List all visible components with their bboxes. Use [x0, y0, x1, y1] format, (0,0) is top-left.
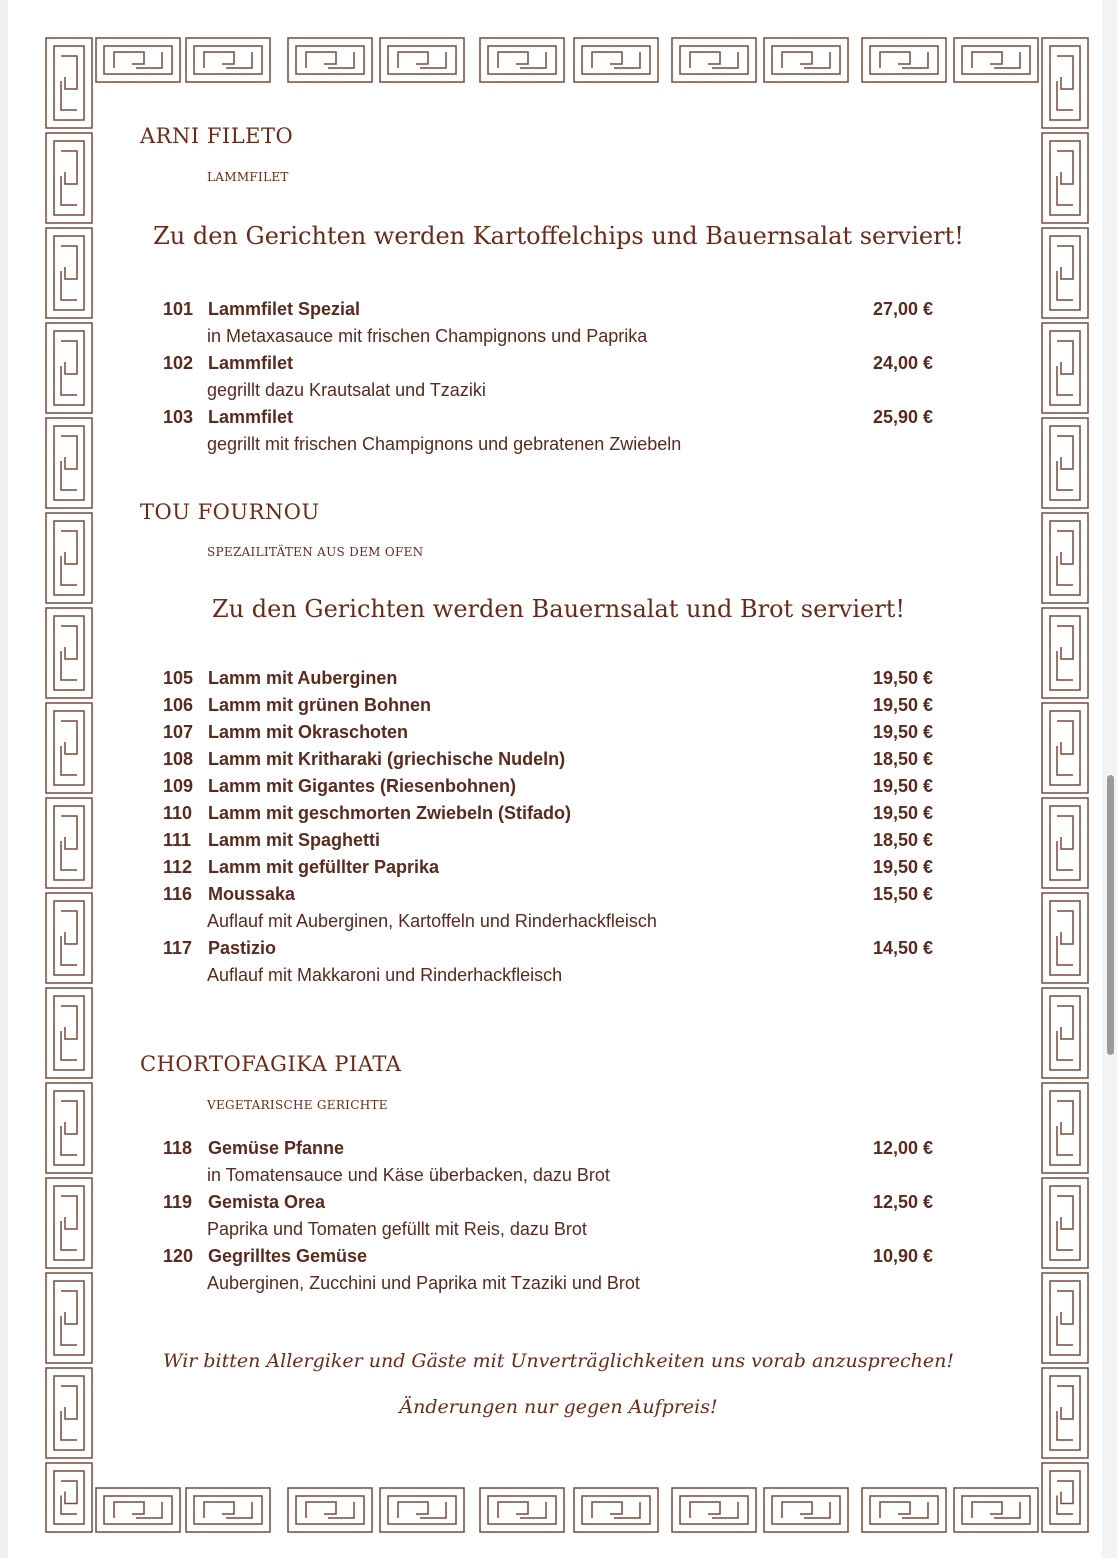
menu-item: [163, 1138, 943, 1164]
item-name: Lammfilet: [208, 407, 294, 427]
menu-item: [163, 1192, 943, 1218]
item-name: Lammfilet: [208, 353, 294, 373]
menu-item: [163, 695, 943, 721]
section-note-arni: Zu den Gerichten werden Kartoffelchips und Bauernsalat serviert!: [153, 222, 964, 250]
menu-item: [163, 353, 943, 379]
item-price: 19,50 €: [872, 695, 933, 715]
item-price: 15,50 €: [872, 884, 933, 904]
item-number: 120: [163, 1246, 194, 1266]
item-number: 105: [163, 668, 194, 688]
item-number: 102: [163, 353, 194, 373]
menu-item: [163, 1246, 943, 1272]
item-price: 19,50 €: [872, 776, 933, 796]
section-subtitle-chorto: VEGETARISCHE GERICHTE: [207, 1098, 388, 1112]
item-name: Gemüse Pfanne: [208, 1138, 345, 1158]
item-name: Lamm mit Auberginen: [208, 668, 398, 688]
item-number: 103: [163, 407, 194, 427]
menu-item: [163, 722, 943, 748]
item-number: 119: [163, 1192, 193, 1212]
item-name: Lamm mit gefüllter Paprika: [208, 857, 440, 877]
item-number: 106: [163, 695, 194, 715]
menu-item: [163, 668, 943, 694]
menu-item: [163, 857, 943, 883]
menu-item: [163, 803, 943, 829]
item-number: 108: [163, 749, 194, 769]
item-price: 10,90 €: [872, 1246, 933, 1266]
item-name: Lammfilet Spezial: [208, 299, 361, 319]
item-price: 12,00 €: [872, 1138, 933, 1158]
item-price: 12,50 €: [872, 1192, 933, 1212]
menu-item: [163, 830, 943, 856]
section-title-arni: ARNI FILETO: [140, 124, 294, 148]
item-number: 117: [163, 938, 193, 958]
item-description: in Metaxasauce mit frischen Champignons und Paprika: [207, 326, 648, 346]
menu-item: [163, 407, 943, 433]
item-name: Moussaka: [208, 884, 296, 904]
allergy-notice: Wir bitten Allergiker und Gäste mit Unverträglichkeiten uns vorab anzusprechen!: [163, 1350, 954, 1372]
item-description: in Tomatensauce und Käse überbacken, dazu Brot: [207, 1165, 610, 1185]
item-number: 110: [163, 803, 193, 823]
item-name: Lamm mit Gigantes (Riesenbohnen): [208, 776, 517, 796]
menu-item: [163, 884, 943, 910]
item-number: 101: [163, 299, 194, 319]
item-number: 109: [163, 776, 194, 796]
item-number: 107: [163, 722, 194, 742]
item-description: Auberginen, Zucchini und Paprika mit Tzaziki und Brot: [207, 1273, 640, 1293]
menu-item: [163, 938, 943, 964]
item-number: 111: [163, 830, 192, 850]
item-description: Auflauf mit Auberginen, Kartoffeln und Rinderhackfleisch: [207, 911, 657, 931]
item-description: gegrillt mit frischen Champignons und gebratenen Zwiebeln: [207, 434, 682, 454]
menu-item: [163, 749, 943, 775]
section-note-tou: Zu den Gerichten werden Bauernsalat und Brot serviert!: [212, 595, 905, 623]
menu-item: [163, 299, 943, 325]
item-price: 19,50 €: [872, 722, 933, 742]
section-title-chorto: CHORTOFAGIKA PIATA: [140, 1052, 402, 1076]
section-subtitle-arni: LAMMFILET: [207, 170, 289, 184]
section-title-tou: TOU FOURNOU: [140, 500, 320, 524]
section-subtitle-tou: SPEZAILITÄTEN AUS DEM OFEN: [207, 545, 424, 559]
item-name: Gegrilltes Gemüse: [208, 1246, 368, 1266]
item-name: Lamm mit Spaghetti: [208, 830, 381, 850]
item-name: Pastizio: [208, 938, 277, 958]
item-price: 19,50 €: [872, 803, 933, 823]
item-number: 112: [163, 857, 193, 877]
surcharge-notice: Änderungen nur gegen Aufpreis!: [399, 1396, 718, 1418]
item-price: 19,50 €: [872, 857, 933, 877]
item-name: Gemista Orea: [208, 1192, 326, 1212]
item-number: 118: [163, 1138, 193, 1158]
item-number: 116: [163, 884, 193, 904]
item-description: Auflauf mit Makkaroni und Rinderhackfleisch: [207, 965, 563, 985]
item-name: Lamm mit Kritharaki (griechische Nudeln): [208, 749, 566, 769]
item-price: 18,50 €: [872, 830, 933, 850]
item-price: 18,50 €: [872, 749, 933, 769]
menu-item: [163, 776, 943, 802]
item-name: Lamm mit Okraschoten: [208, 722, 409, 742]
item-price: 19,50 €: [872, 668, 933, 688]
item-name: Lamm mit geschmorten Zwiebeln (Stifado): [208, 803, 572, 823]
item-description: Paprika und Tomaten gefüllt mit Reis, dazu Brot: [207, 1219, 587, 1239]
item-description: gegrillt dazu Krautsalat und Tzaziki: [207, 380, 486, 400]
item-price: 27,00 €: [872, 299, 933, 319]
item-price: 14,50 €: [872, 938, 933, 958]
item-price: 24,00 €: [872, 353, 933, 373]
item-name: Lamm mit grünen Bohnen: [208, 695, 432, 715]
item-price: 25,90 €: [872, 407, 933, 427]
